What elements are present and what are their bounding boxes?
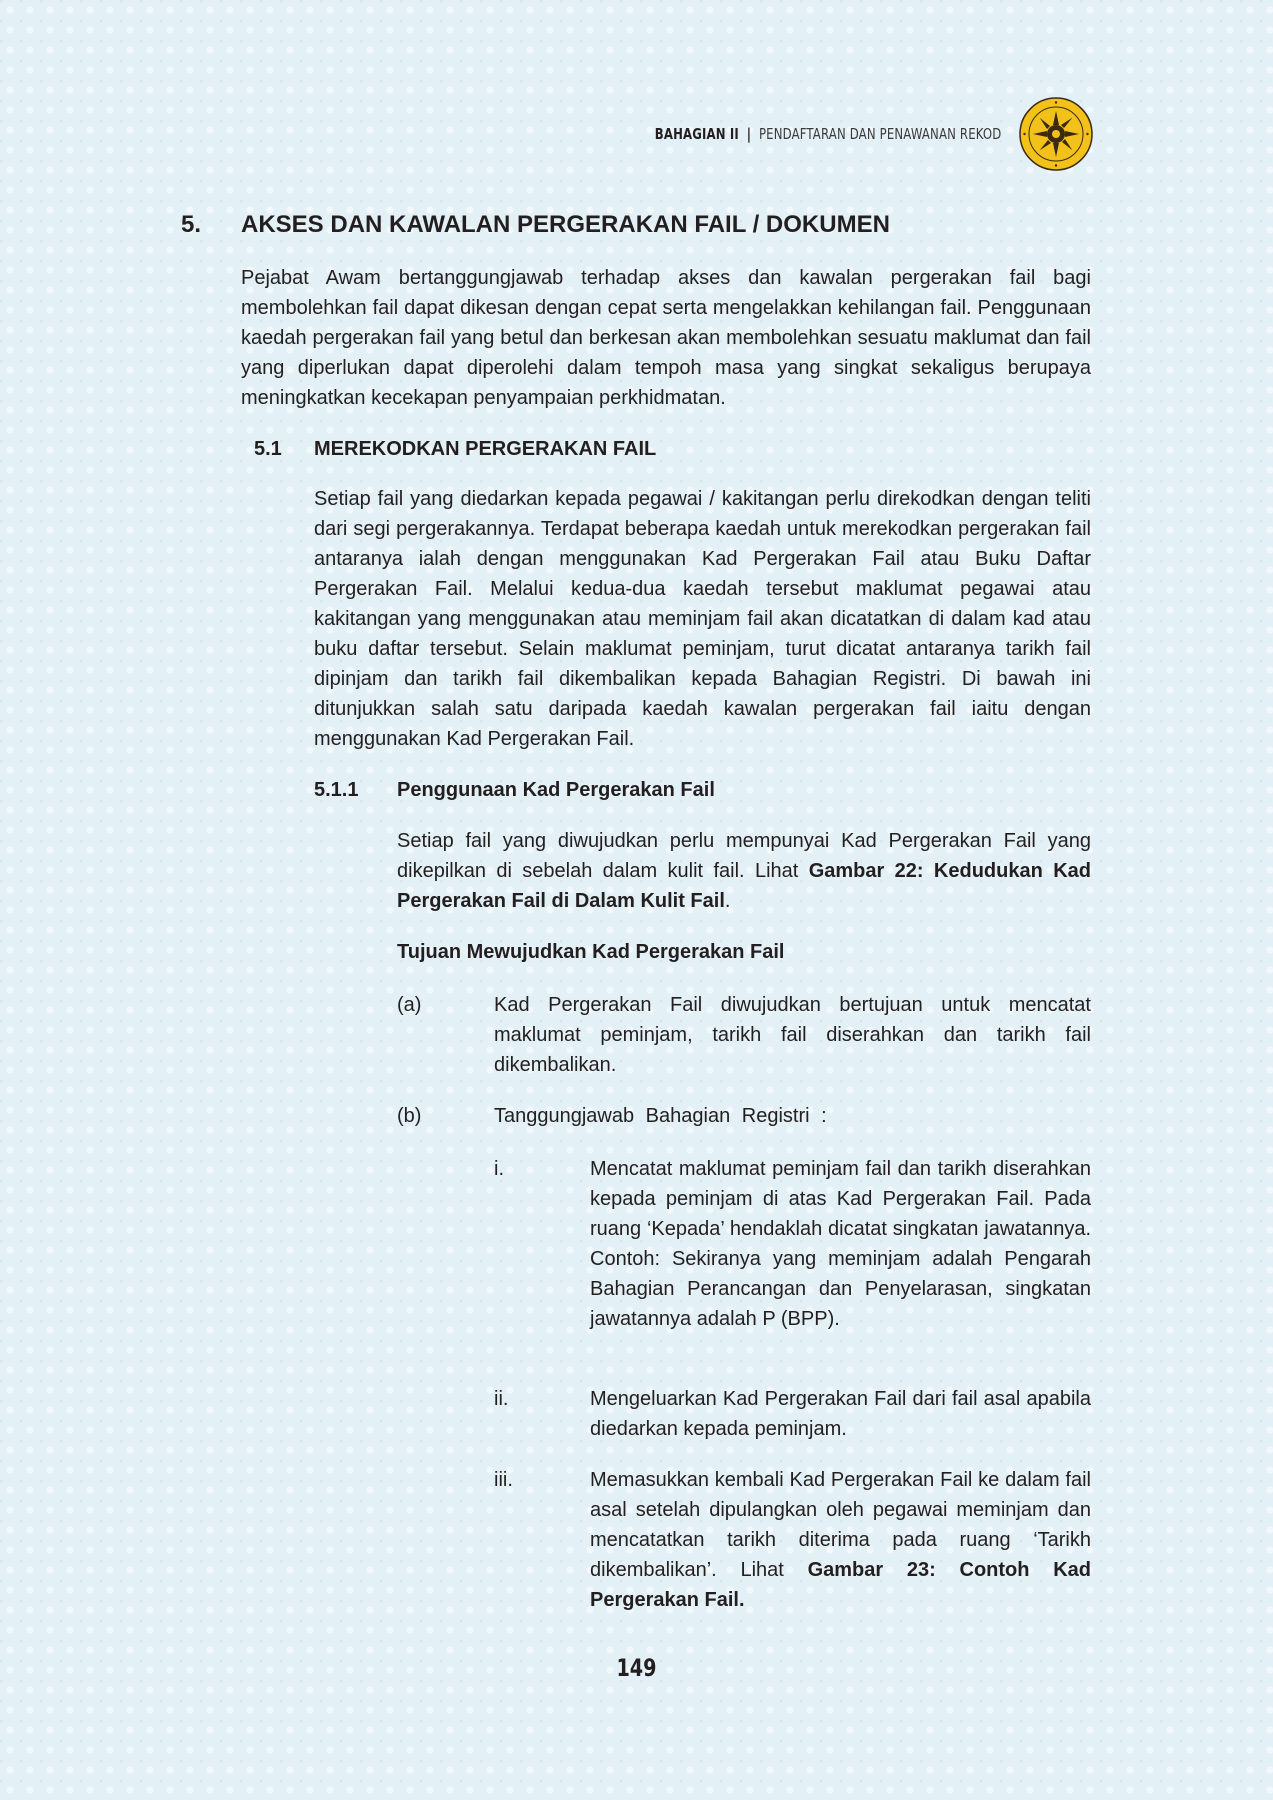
para-text: Setiap fail yang diwujudkan perlu mempunyai Kad Pergerakan Fail yang dikepilkan di sebelah dalam kulit fail. Lihat	[397, 830, 1091, 882]
figure-23-reference[interactable]: Gambar 23: Contoh Kad Pergerakan Fail.	[590, 1559, 1091, 1611]
subitem-ii-text: Mengeluarkan Kad Pergerakan Fail dari fail asal apabila diedarkan kepada peminjam.	[590, 1388, 1091, 1440]
header-section: BAHAGIAN II	[654, 125, 739, 143]
subitem-i	[590, 1154, 1091, 1334]
header-title: PENDAFTARAN DAN PENAWANAN REKOD	[758, 125, 1001, 143]
subitem-iii-label: iii.	[494, 1469, 513, 1491]
subitem-ii	[590, 1384, 1091, 1444]
section-5-1-1-text	[397, 826, 1091, 916]
subitem-ii-label: ii.	[494, 1388, 509, 1410]
item-a-text: Kad Pergerakan Fail diwujudkan bertujuan untuk mencatat maklumat peminjam, tarikh fail diserahkan dan tarikh fail dikembalikan.	[494, 994, 1091, 1076]
item-b-label: (b)	[397, 1105, 422, 1127]
subitem-iii	[590, 1465, 1091, 1615]
subitem-i-label: i.	[494, 1158, 504, 1180]
section-5-1-number: 5.1	[254, 438, 282, 460]
item-a	[494, 990, 1091, 1080]
subitem-i-text: Mencatat maklumat peminjam fail dan tarikh diserahkan kepada peminjam di atas Kad Pergerakan Fail. Pada ruang ‘Kepada’ hendaklah dicatat singkatan jawatannya. Contoh: Sekiranya yang meminjam adalah Pengarah Bahagian Perancangan dan Penyelarasan, singkatan jawatannya adalah P (BPP).	[590, 1158, 1091, 1330]
section-5-1-1-title: Penggunaan Kad Pergerakan Fail	[397, 779, 715, 801]
section-5-1-title: MEREKODKAN PERGERAKAN FAIL	[314, 438, 657, 460]
section-5-number: 5.	[181, 211, 202, 238]
para-end: .	[724, 890, 731, 912]
purpose-subheading: Tujuan Mewujudkan Kad Pergerakan Fail	[397, 941, 785, 963]
item-b-text: Tanggungjawab Bahagian Registri :	[494, 1105, 827, 1127]
item-a-label: (a)	[397, 994, 422, 1016]
header-separator: |	[746, 125, 751, 143]
section-5-1-paragraph	[314, 484, 1091, 754]
section-5-1-1-number: 5.1.1	[314, 779, 359, 801]
subitem-iii-body: Memasukkan kembali Kad Pergerakan Fail ke dalam fail asal setelah dipulangkan oleh pegawai meminjam dan mencatatkan tarikh diterima pada ruang ‘Tarikh dikembalikan’. Lihat	[590, 1469, 1091, 1581]
emblem-logo	[1019, 97, 1093, 171]
section-5-title: AKSES DAN KAWALAN PERGERAKAN FAIL / DOKUMEN	[241, 211, 890, 238]
section-5-1-1-paragraph	[397, 826, 1091, 916]
section-5-text: Pejabat Awam bertanggungjawab terhadap akses dan kawalan pergerakan fail bagi membolehkan fail dapat dikesan dengan cepat serta mengelakkan kehilangan fail. Penggunaan kaedah pergerakan fail yang betul dan berkesan akan membolehkan sesuatu maklumat dan fail yang diperlukan dapat diperolehi dalam tempoh masa yang singkat sekaligus berupaya meningkatkan kecekapan penyampaian perkhidmatan.	[241, 267, 1091, 409]
page-number: 149	[616, 1654, 657, 1682]
section-5-paragraph	[241, 263, 1091, 413]
section-5-1-text: Setiap fail yang diedarkan kepada pegawai / kakitangan perlu direkodkan dengan teliti dari segi pergerakannya. Terdapat beberapa kaedah untuk merekodkan pergerakan fail antaranya ialah dengan menggunakan Kad Pergerakan Fail atau Buku Daftar Pergerakan Fail. Melalui kedua-dua kaedah tersebut maklumat pegawai atau kakitangan yang menggunakan atau meminjam fail akan dicatatkan di dalam kad atau buku daftar tersebut. Selain maklumat peminjam, turut dicatat antaranya tarikh fail dipinjam dan tarikh fail dikembalikan kepada Bahagian Registri. Di bawah ini ditunjukkan salah satu daripada kaedah kawalan pergerakan fail iaitu dengan menggunakan Kad Pergerakan Fail.	[314, 488, 1091, 750]
subitem-iii-text	[590, 1465, 1091, 1615]
figure-22-reference[interactable]: Gambar 22: Kedudukan Kad Pergerakan Fail di Dalam Kulit Fail	[397, 860, 1091, 912]
running-header	[654, 122, 1001, 146]
